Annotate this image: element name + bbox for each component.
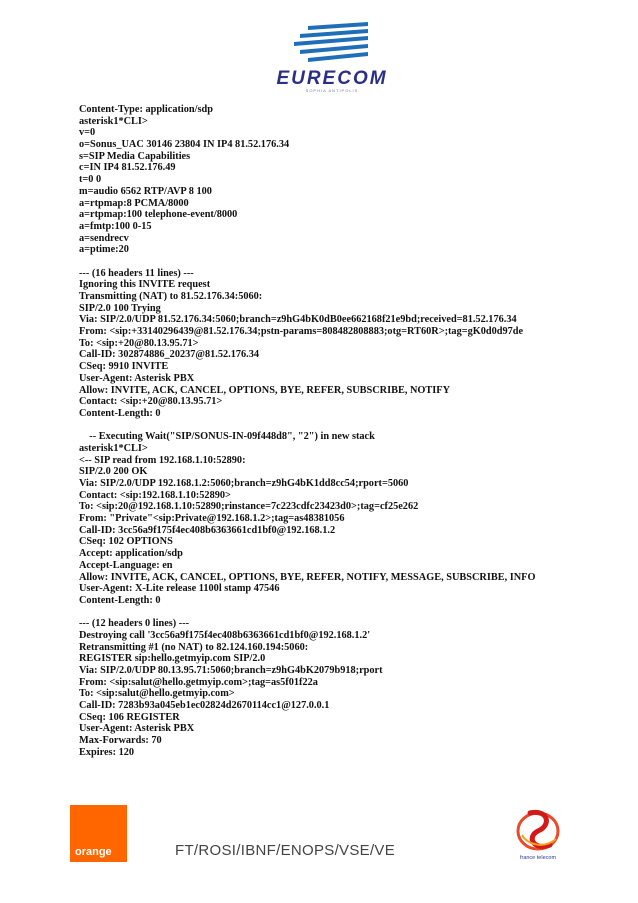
log-line: REGISTER sip:hello.getmyip.com SIP/2.0 bbox=[79, 653, 266, 665]
blank-line bbox=[79, 256, 619, 268]
orange-logo bbox=[70, 805, 127, 862]
log-line: Ignoring this INVITE request bbox=[79, 279, 211, 291]
log-line: Via: SIP/2.0/UDP 80.13.95.71:5060;branch=z9hG4bK2079b918;rport bbox=[79, 665, 383, 676]
log-line: CSeq: 102 OPTIONS bbox=[79, 536, 173, 548]
log-line: CSeq: 9910 INVITE bbox=[79, 361, 169, 373]
log-line: a=sendrecv bbox=[79, 232, 129, 244]
eurecom-stripes-icon bbox=[270, 22, 394, 68]
log-line: Call-ID: 7283b93a045eb1ec02824d2670114cc1@127.0.0.1 bbox=[79, 700, 330, 712]
footer-path: FT/ROSI/IBNF/ENOPS/VSE/VE bbox=[175, 842, 396, 859]
log-line: Contact: <sip:192.168.1.10:52890> bbox=[79, 489, 231, 501]
log-content bbox=[79, 104, 619, 759]
france-telecom-logo bbox=[508, 805, 568, 865]
log-line: SIP/2.0 200 OK bbox=[79, 466, 148, 478]
log-line: a=ptime:20 bbox=[79, 244, 129, 256]
log-line: SIP/2.0 100 Trying bbox=[79, 302, 161, 314]
log-line: Allow: INVITE, ACK, CANCEL, OPTIONS, BYE, REFER, NOTIFY, MESSAGE, SUBSCRIBE, INFO bbox=[79, 571, 536, 583]
log-line: Retransmitting #1 (no NAT) to 82.124.160.194:5060: bbox=[79, 641, 309, 653]
log-line: Content-Type: application/sdp bbox=[79, 104, 213, 115]
log-line: User-Agent: Asterisk PBX bbox=[79, 723, 195, 735]
eurecom-subtext: SOPHIA ANTIPOLIS bbox=[305, 88, 359, 93]
log-line: From: <sip:salut@hello.getmyip.com>;tag=as5f01f22a bbox=[79, 676, 318, 688]
log-line: t=0 0 bbox=[79, 174, 102, 186]
log-line: Accept: application/sdp bbox=[79, 548, 183, 560]
log-line: Allow: INVITE, ACK, CANCEL, OPTIONS, BYE, REFER, SUBSCRIBE, NOTIFY bbox=[79, 384, 451, 396]
blank-line bbox=[79, 420, 619, 432]
log-line: Accept-Language: en bbox=[79, 559, 173, 571]
log-line: To: <sip:20@192.168.1.10:52890;rinstance=7c223cdfc23423d0>;tag=cf25e262 bbox=[79, 501, 419, 513]
log-line: asterisk1*CLI> bbox=[79, 442, 148, 454]
eurecom-wordmark: EURECOM bbox=[276, 68, 388, 89]
log-line: v=0 bbox=[79, 127, 96, 139]
log-line: -- Executing Wait("SIP/SONUS-IN-09f448d8", "2") in new stack bbox=[79, 431, 375, 443]
log-line: Via: SIP/2.0/UDP 81.52.176.34:5060;branch=z9hG4bK0dB0ee662168f21e9bd;received=81.52.176.34 bbox=[79, 314, 517, 326]
log-line: From: "Private"<sip:Private@192.168.1.2>;tag=as48381056 bbox=[79, 513, 345, 525]
log-line: --- (12 headers 0 lines) --- bbox=[79, 618, 190, 630]
log-line: s=SIP Media Capabilities bbox=[79, 150, 191, 162]
log-line: Call-ID: 3cc56a9f175f4ec408b6363661cd1bf0@192.168.1.2 bbox=[79, 524, 336, 536]
blank-line bbox=[79, 607, 619, 619]
log-line: <-- SIP read from 192.168.1.10:52890: bbox=[79, 454, 246, 466]
orange-logo-label: orange bbox=[75, 846, 112, 858]
log-line: From: <sip:+33140296439@81.52.176.34;pstn-params=808482808883;otg=RT60R>;tag=gK0d0d97de bbox=[79, 326, 524, 338]
log-line: User-Agent: Asterisk PBX bbox=[79, 372, 195, 384]
log-line: a=rtpmap:100 telephone-event/8000 bbox=[79, 209, 238, 221]
log-line: o=Sonus_UAC 30146 23804 IN IP4 81.52.176.34 bbox=[79, 139, 290, 151]
eurecom-logo bbox=[270, 22, 394, 94]
log-line: --- (16 headers 11 lines) --- bbox=[79, 267, 194, 279]
log-line: To: <sip:salut@hello.getmyip.com> bbox=[79, 688, 235, 700]
log-line: CSeq: 106 REGISTER bbox=[79, 711, 180, 723]
log-line: Via: SIP/2.0/UDP 192.168.1.2:5060;branch=z9hG4bK1dd8cc54;rport=5060 bbox=[79, 478, 409, 489]
log-line: Max-Forwards: 70 bbox=[79, 735, 162, 747]
log-line: Expires: 120 bbox=[79, 746, 135, 758]
france-telecom-ampersand-icon bbox=[508, 805, 568, 855]
log-line: Destroying call '3cc56a9f175f4ec408b6363661cd1bf0@192.168.1.2' bbox=[79, 629, 371, 641]
log-line: To: <sip:+20@80.13.95.71> bbox=[79, 337, 199, 349]
log-line: Call-ID: 302874886_20237@81.52.176.34 bbox=[79, 349, 260, 361]
log-line: asterisk1*CLI> bbox=[79, 115, 148, 127]
log-line: a=rtpmap:8 PCMA/8000 bbox=[79, 197, 189, 209]
log-line: Content-Length: 0 bbox=[79, 407, 161, 419]
log-line: User-Agent: X-Lite release 1100l stamp 47546 bbox=[79, 583, 280, 595]
log-line: Contact: <sip:+20@80.13.95.71> bbox=[79, 396, 223, 408]
log-line: a=fmtp:100 0-15 bbox=[79, 220, 152, 232]
log-line: m=audio 6562 RTP/AVP 8 100 bbox=[79, 185, 212, 197]
log-line: c=IN IP4 81.52.176.49 bbox=[79, 162, 176, 174]
log-line: Content-Length: 0 bbox=[79, 594, 161, 606]
france-telecom-label: france telecom bbox=[519, 855, 557, 861]
log-line: Transmitting (NAT) to 81.52.176.34:5060: bbox=[79, 291, 263, 302]
